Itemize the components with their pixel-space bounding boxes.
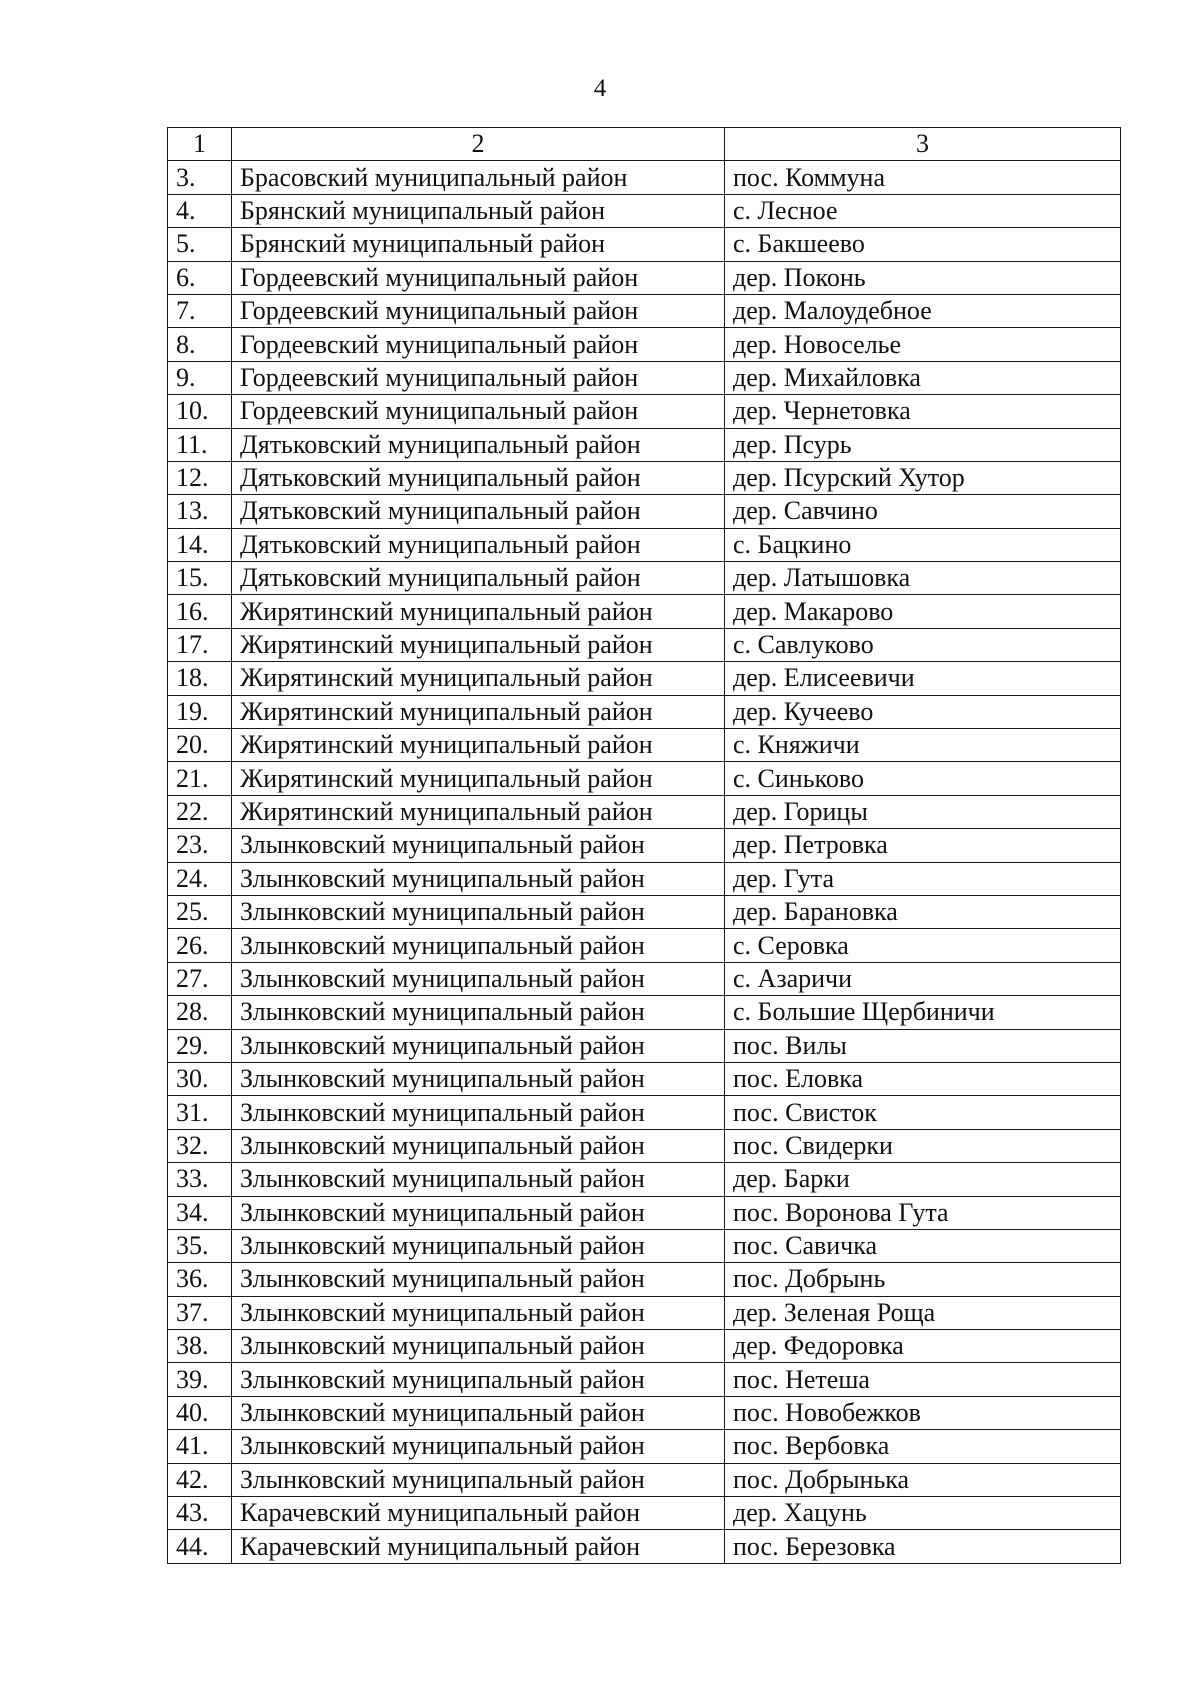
settlement-cell: дер. Барки: [725, 1163, 1121, 1196]
row-number-cell: 38.: [168, 1330, 232, 1363]
table-row: [168, 662, 1121, 695]
table-row: [168, 294, 1121, 327]
row-number-cell: 15.: [168, 562, 232, 595]
table-row: [168, 228, 1121, 261]
district-cell: Злынковский муниципальный район: [232, 1062, 725, 1095]
table-row: [168, 1229, 1121, 1262]
district-cell: Злынковский муниципальный район: [232, 1096, 725, 1129]
table-row: [168, 595, 1121, 628]
table-row: [168, 1530, 1121, 1563]
row-number-cell: 5.: [168, 228, 232, 261]
district-cell: Злынковский муниципальный район: [232, 862, 725, 895]
row-number-cell: 20.: [168, 729, 232, 762]
row-number-cell: 9.: [168, 361, 232, 394]
district-cell: Дятьковский муниципальный район: [232, 461, 725, 494]
settlement-cell: с. Синьково: [725, 762, 1121, 795]
table-row: [168, 628, 1121, 661]
district-cell: Брянский муниципальный район: [232, 228, 725, 261]
district-cell: Злынковский муниципальный район: [232, 929, 725, 962]
header-cell-3: 3: [725, 128, 1121, 161]
row-number-cell: 12.: [168, 461, 232, 494]
row-number-cell: 37.: [168, 1296, 232, 1329]
row-number-cell: 29.: [168, 1029, 232, 1062]
row-number-cell: 3.: [168, 161, 232, 194]
table-row: [168, 1263, 1121, 1296]
header-cell-2: 2: [232, 128, 725, 161]
district-cell: Дятьковский муниципальный район: [232, 528, 725, 561]
settlement-cell: пос. Свисток: [725, 1096, 1121, 1129]
settlement-cell: пос. Вербовка: [725, 1430, 1121, 1463]
settlement-cell: дер. Зеленая Роща: [725, 1296, 1121, 1329]
row-number-cell: 4.: [168, 194, 232, 227]
settlement-cell: дер. Михайловка: [725, 361, 1121, 394]
row-number-cell: 44.: [168, 1530, 232, 1563]
district-cell: Гордеевский муниципальный район: [232, 328, 725, 361]
row-number-cell: 23.: [168, 829, 232, 862]
district-cell: Злынковский муниципальный район: [232, 962, 725, 995]
settlement-cell: пос. Коммуна: [725, 161, 1121, 194]
header-cell-1: 1: [168, 128, 232, 161]
row-number-cell: 19.: [168, 695, 232, 728]
row-number-cell: 35.: [168, 1229, 232, 1262]
district-cell: Дятьковский муниципальный район: [232, 428, 725, 461]
settlement-cell: пос. Березовка: [725, 1530, 1121, 1563]
table-row: [168, 528, 1121, 561]
settlement-cell: дер. Горицы: [725, 795, 1121, 828]
row-number-cell: 28.: [168, 996, 232, 1029]
settlement-cell: пос. Вилы: [725, 1029, 1121, 1062]
district-cell: Жирятинский муниципальный район: [232, 662, 725, 695]
table-row: [168, 996, 1121, 1029]
district-cell: Злынковский муниципальный район: [232, 1430, 725, 1463]
district-cell: Злынковский муниципальный район: [232, 1263, 725, 1296]
district-cell: Гордеевский муниципальный район: [232, 361, 725, 394]
table-header-row: [168, 128, 1121, 161]
table-row: [168, 895, 1121, 928]
table-row: [168, 161, 1121, 194]
settlement-cell: дер. Кучеево: [725, 695, 1121, 728]
settlement-cell: с. Бацкино: [725, 528, 1121, 561]
row-number-cell: 39.: [168, 1363, 232, 1396]
table-row: [168, 862, 1121, 895]
row-number-cell: 27.: [168, 962, 232, 995]
settlement-cell: дер. Поконь: [725, 261, 1121, 294]
settlement-cell: пос. Добрынь: [725, 1263, 1121, 1296]
row-number-cell: 26.: [168, 929, 232, 962]
row-number-cell: 10.: [168, 395, 232, 428]
row-number-cell: 24.: [168, 862, 232, 895]
row-number-cell: 13.: [168, 495, 232, 528]
table-row: [168, 361, 1121, 394]
settlement-cell: дер. Чернетовка: [725, 395, 1121, 428]
row-number-cell: 34.: [168, 1196, 232, 1229]
row-number-cell: 31.: [168, 1096, 232, 1129]
district-cell: Брянский муниципальный район: [232, 194, 725, 227]
settlement-cell: с. Княжичи: [725, 729, 1121, 762]
row-number-cell: 11.: [168, 428, 232, 461]
district-cell: Жирятинский муниципальный район: [232, 729, 725, 762]
district-cell: Карачевский муниципальный район: [232, 1530, 725, 1563]
table-row: [168, 194, 1121, 227]
district-cell: Дятьковский муниципальный район: [232, 495, 725, 528]
table-row: [168, 1396, 1121, 1429]
table-row: [168, 1430, 1121, 1463]
table-row: [168, 1062, 1121, 1095]
district-cell: Брасовский муниципальный район: [232, 161, 725, 194]
district-cell: Злынковский муниципальный район: [232, 1296, 725, 1329]
district-cell: Злынковский муниципальный район: [232, 1029, 725, 1062]
district-cell: Злынковский муниципальный район: [232, 1396, 725, 1429]
row-number-cell: 21.: [168, 762, 232, 795]
settlement-cell: дер. Псурь: [725, 428, 1121, 461]
district-cell: Злынковский муниципальный район: [232, 1363, 725, 1396]
district-cell: Злынковский муниципальный район: [232, 1163, 725, 1196]
table-row: [168, 1363, 1121, 1396]
settlement-cell: с. Бакшеево: [725, 228, 1121, 261]
settlement-cell: с. Серовка: [725, 929, 1121, 962]
table-row: [168, 1129, 1121, 1162]
settlement-cell: пос. Савичка: [725, 1229, 1121, 1262]
district-cell: Жирятинский муниципальный район: [232, 628, 725, 661]
settlement-cell: дер. Барановка: [725, 895, 1121, 928]
table-row: [168, 762, 1121, 795]
settlement-cell: дер. Малоудебное: [725, 294, 1121, 327]
district-cell: Жирятинский муниципальный район: [232, 595, 725, 628]
row-number-cell: 18.: [168, 662, 232, 695]
settlement-cell: дер. Хацунь: [725, 1497, 1121, 1530]
page-number: 4: [593, 75, 607, 102]
district-cell: Злынковский муниципальный район: [232, 1463, 725, 1496]
row-number-cell: 36.: [168, 1263, 232, 1296]
row-number-cell: 6.: [168, 261, 232, 294]
table-row: [168, 1029, 1121, 1062]
table-row: [168, 395, 1121, 428]
settlement-cell: с. Лесное: [725, 194, 1121, 227]
row-number-cell: 16.: [168, 595, 232, 628]
settlement-cell: дер. Латышовка: [725, 562, 1121, 595]
district-cell: Злынковский муниципальный район: [232, 996, 725, 1029]
row-number-cell: 41.: [168, 1430, 232, 1463]
district-cell: Жирятинский муниципальный район: [232, 762, 725, 795]
district-cell: Гордеевский муниципальный район: [232, 261, 725, 294]
table-row: [168, 829, 1121, 862]
settlements-table: [167, 127, 1121, 1564]
row-number-cell: 7.: [168, 294, 232, 327]
row-number-cell: 40.: [168, 1396, 232, 1429]
table-row: [168, 1330, 1121, 1363]
row-number-cell: 32.: [168, 1129, 232, 1162]
table-row: [168, 695, 1121, 728]
table-body: [168, 128, 1121, 1564]
table-row: [168, 328, 1121, 361]
settlement-cell: с. Азаричи: [725, 962, 1121, 995]
district-cell: Дятьковский муниципальный район: [232, 562, 725, 595]
row-number-cell: 25.: [168, 895, 232, 928]
settlement-cell: пос. Нетеша: [725, 1363, 1121, 1396]
table-row: [168, 1497, 1121, 1530]
row-number-cell: 14.: [168, 528, 232, 561]
table-row: [168, 1463, 1121, 1496]
district-cell: Карачевский муниципальный район: [232, 1497, 725, 1530]
table-row: [168, 795, 1121, 828]
settlement-cell: дер. Гута: [725, 862, 1121, 895]
settlement-cell: дер. Новоселье: [725, 328, 1121, 361]
settlement-cell: пос. Воронова Гута: [725, 1196, 1121, 1229]
settlement-cell: с. Савлуково: [725, 628, 1121, 661]
district-cell: Злынковский муниципальный район: [232, 895, 725, 928]
table-row: [168, 1163, 1121, 1196]
row-number-cell: 43.: [168, 1497, 232, 1530]
table-row: [168, 562, 1121, 595]
settlement-cell: пос. Свидерки: [725, 1129, 1121, 1162]
row-number-cell: 8.: [168, 328, 232, 361]
table-row: [168, 729, 1121, 762]
settlement-cell: дер. Елисеевичи: [725, 662, 1121, 695]
settlement-cell: дер. Савчино: [725, 495, 1121, 528]
settlement-cell: пос. Еловка: [725, 1062, 1121, 1095]
row-number-cell: 22.: [168, 795, 232, 828]
table-row: [168, 495, 1121, 528]
district-cell: Злынковский муниципальный район: [232, 829, 725, 862]
table-row: [168, 962, 1121, 995]
settlement-cell: дер. Макарово: [725, 595, 1121, 628]
table-row: [168, 461, 1121, 494]
settlement-cell: дер. Федоровка: [725, 1330, 1121, 1363]
row-number-cell: 33.: [168, 1163, 232, 1196]
row-number-cell: 30.: [168, 1062, 232, 1095]
district-cell: Гордеевский муниципальный район: [232, 395, 725, 428]
district-cell: Злынковский муниципальный район: [232, 1330, 725, 1363]
table-row: [168, 428, 1121, 461]
table-row: [168, 1296, 1121, 1329]
table-row: [168, 261, 1121, 294]
table-row: [168, 1096, 1121, 1129]
table-row: [168, 1196, 1121, 1229]
settlement-cell: с. Большие Щербиничи: [725, 996, 1121, 1029]
settlement-cell: дер. Петровка: [725, 829, 1121, 862]
settlement-cell: пос. Добрынька: [725, 1463, 1121, 1496]
settlement-cell: пос. Новобежков: [725, 1396, 1121, 1429]
row-number-cell: 42.: [168, 1463, 232, 1496]
district-cell: Жирятинский муниципальный район: [232, 795, 725, 828]
settlement-cell: дер. Псурский Хутор: [725, 461, 1121, 494]
row-number-cell: 17.: [168, 628, 232, 661]
district-cell: Гордеевский муниципальный район: [232, 294, 725, 327]
district-cell: Злынковский муниципальный район: [232, 1129, 725, 1162]
district-cell: Жирятинский муниципальный район: [232, 695, 725, 728]
district-cell: Злынковский муниципальный район: [232, 1196, 725, 1229]
table-row: [168, 929, 1121, 962]
district-cell: Злынковский муниципальный район: [232, 1229, 725, 1262]
